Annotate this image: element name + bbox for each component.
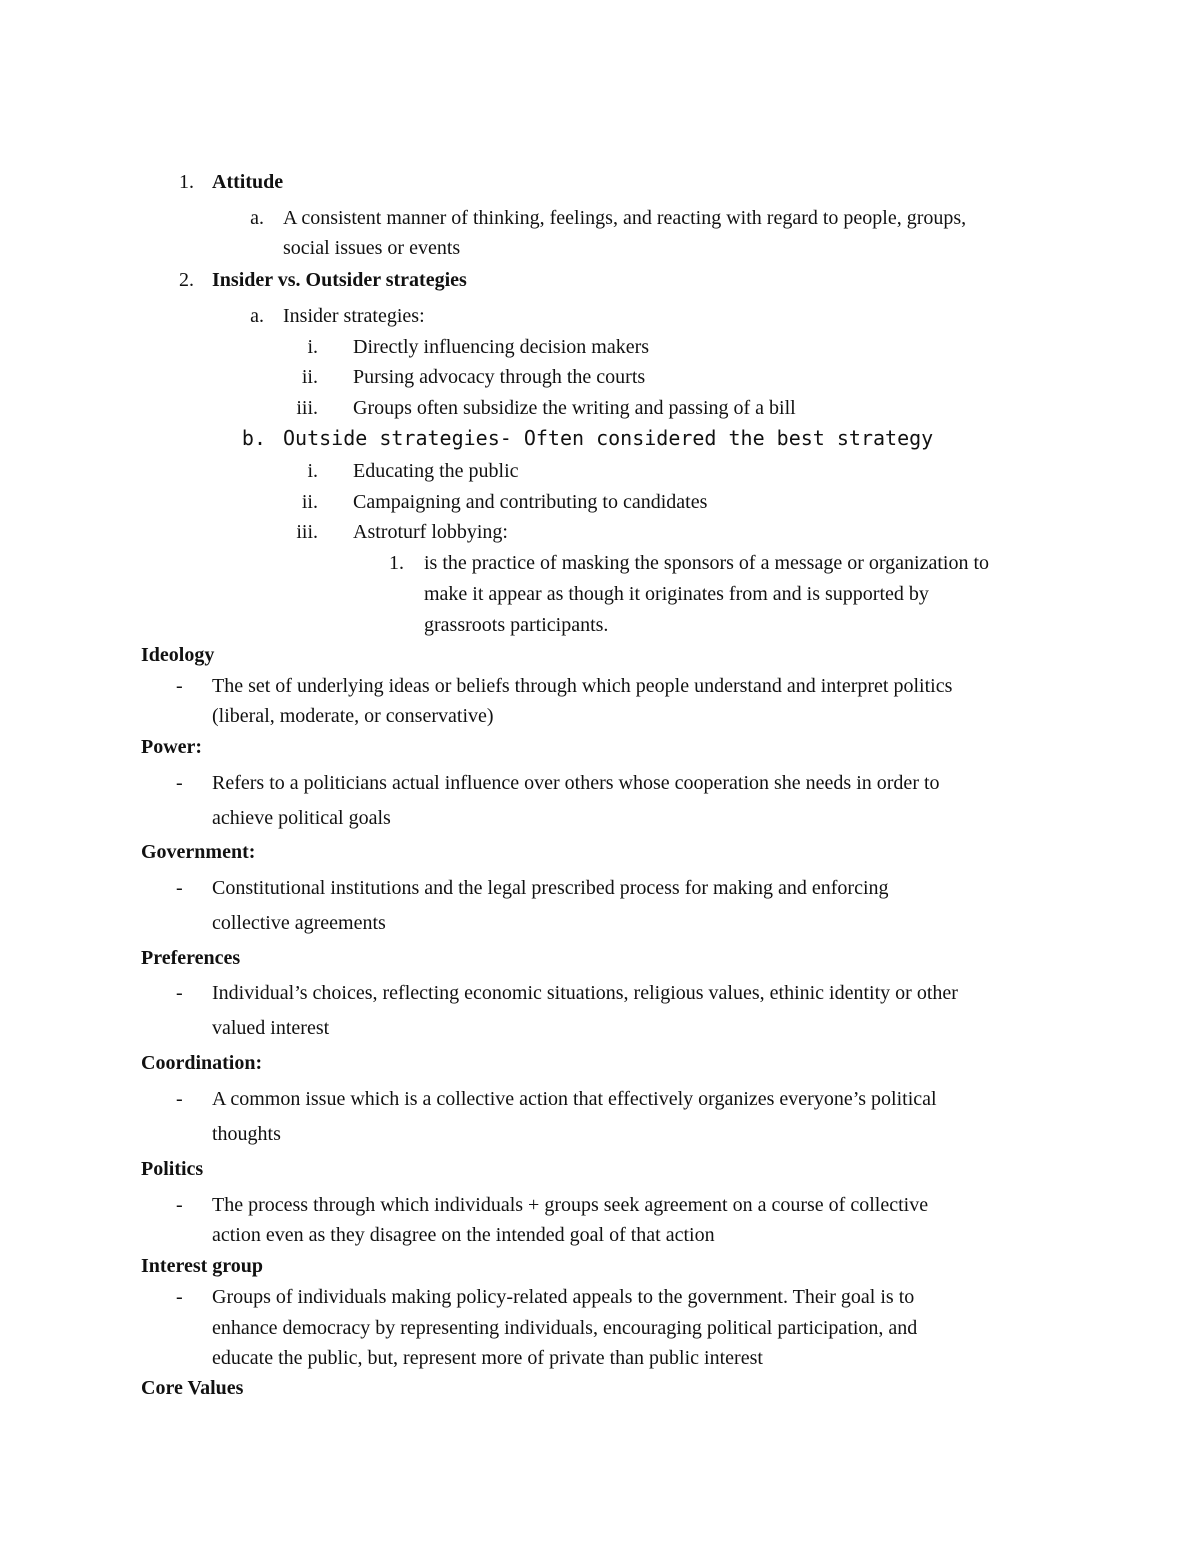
list-roman: iii.: [296, 397, 318, 419]
list-item-text: grassroots participants.: [424, 614, 609, 636]
list-item-text: Pursing advocacy through the courts: [353, 366, 646, 388]
dash-bullet: -: [176, 1194, 183, 1216]
term-definition: Groups of individuals making policy-related appeals to the government. Their goal is to: [212, 1286, 915, 1308]
term-heading: Ideology: [141, 644, 215, 666]
term-definition: achieve political goals: [212, 807, 391, 829]
term-definition: collective agreements: [212, 912, 386, 934]
list-letter: a.: [250, 207, 264, 229]
term-definition: valued interest: [212, 1017, 330, 1039]
term-definition: enhance democracy by representing individuals, encouraging political participation, and: [212, 1317, 918, 1339]
list-item-text: make it appear as though it originates from and is supported by: [424, 583, 929, 605]
term-heading: Coordination:: [141, 1052, 263, 1074]
list-item-text: Directly influencing decision makers: [353, 336, 650, 358]
list-letter: b.: [241, 426, 266, 450]
list-number: 1.: [389, 552, 404, 574]
list-roman: i.: [307, 336, 318, 358]
list-item-text: is the practice of masking the sponsors of a message or organization to: [424, 552, 990, 574]
term-heading: Power:: [141, 736, 203, 758]
section-title: Attitude: [212, 171, 284, 193]
term-heading: Preferences: [141, 947, 241, 969]
list-roman: ii.: [301, 491, 318, 513]
list-item-text: Insider strategies:: [283, 305, 425, 327]
term-definition: Constitutional institutions and the legal prescribed process for making and enforcing: [212, 877, 889, 899]
term-heading: Government:: [141, 841, 256, 863]
term-heading: Politics: [141, 1158, 204, 1180]
term-definition: Refers to a politicians actual influence over others whose cooperation she needs in order to: [212, 772, 940, 794]
term-heading: Core Values: [141, 1377, 244, 1399]
term-definition: A common issue which is a collective action that effectively organizes everyone’s political: [212, 1088, 937, 1110]
term-definition: Individual’s choices, reflecting economic situations, religious values, ethinic identity or other: [212, 982, 958, 1004]
dash-bullet: -: [176, 675, 183, 697]
dash-bullet: -: [176, 877, 183, 899]
list-number: 1.: [179, 171, 194, 193]
list-item-text: Outside strategies- Often considered the best strategy: [283, 426, 934, 450]
list-item-text: Groups often subsidize the writing and passing of a bill: [353, 397, 796, 419]
list-roman: i.: [307, 460, 318, 482]
list-item-text: A consistent manner of thinking, feelings, and reacting with regard to people, groups,: [283, 207, 967, 229]
term-definition: The process through which individuals + groups seek agreement on a course of collective: [212, 1194, 929, 1216]
term-heading: Interest group: [141, 1255, 264, 1277]
term-definition: thoughts: [212, 1123, 281, 1145]
list-item-text: Campaigning and contributing to candidates: [353, 491, 708, 513]
term-definition: action even as they disagree on the intended goal of that action: [212, 1224, 715, 1246]
list-item-text: Astroturf lobbying:: [353, 521, 508, 543]
list-roman: ii.: [301, 366, 318, 388]
dash-bullet: -: [176, 982, 183, 1004]
term-definition: The set of underlying ideas or beliefs through which people understand and interpret politics: [212, 675, 953, 697]
dash-bullet: -: [176, 1088, 183, 1110]
dash-bullet: -: [176, 772, 183, 794]
section-title: Insider vs. Outsider strategies: [212, 269, 467, 291]
list-roman: iii.: [296, 521, 318, 543]
list-item-text: Educating the public: [353, 460, 519, 482]
list-letter: a.: [250, 305, 264, 327]
list-number: 2.: [179, 269, 194, 291]
term-definition: educate the public, but, represent more of private than public interest: [212, 1347, 763, 1369]
term-definition: (liberal, moderate, or conservative): [212, 705, 494, 727]
dash-bullet: -: [176, 1286, 183, 1308]
list-item-text: social issues or events: [283, 237, 461, 259]
